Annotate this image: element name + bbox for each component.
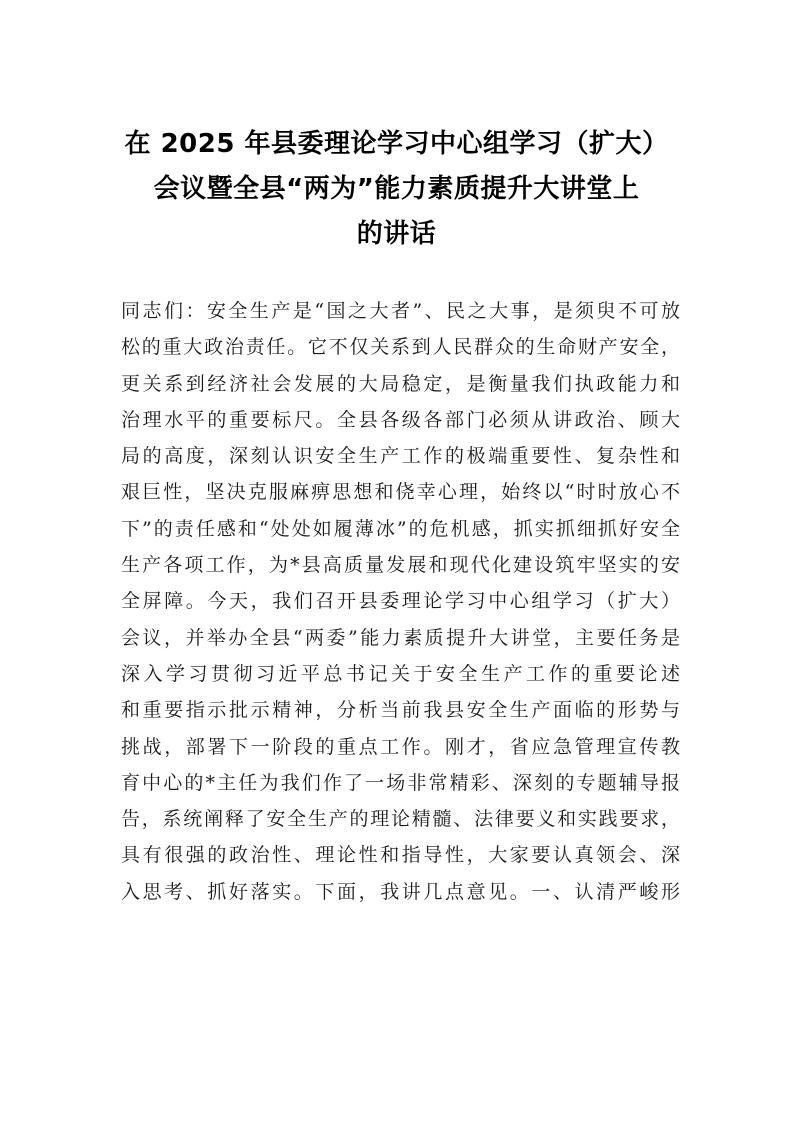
body-line: 治理水平的重要标尺。全县各级各部门必须从讲政治、顾大 — [121, 408, 681, 431]
body-line: 具有很强的政治性、理论性和指导性，大家要认真领会、深 — [121, 844, 681, 867]
body-line: 会议，并举办全县“两委”能力素质提升大讲堂，主要任务是 — [121, 626, 681, 649]
body-line: 和重要指示批示精神，分析当前我县安全生产面临的形势与 — [121, 699, 681, 722]
speech-body — [121, 293, 681, 910]
body-line: 更关系到经济社会发展的大局稳定，是衡量我们执政能力和 — [121, 372, 681, 395]
body-line: 下”的责任感和“处处如履薄冰”的危机感，抓实抓细抓好安全 — [121, 517, 681, 540]
body-line: 局的高度，深刻认识安全生产工作的极端重要性、复杂性和 — [121, 445, 681, 468]
title-line-3: 的讲话 — [356, 219, 437, 249]
body-line: 同志们：安全生产是“国之大者”、民之大事，是须臾不可放 — [121, 300, 681, 322]
document-title — [100, 122, 693, 257]
title-line-1: 在 2025 年县委理论学习中心组学习（扩大） — [124, 129, 669, 159]
body-line: 告，系统阐释了安全生产的理论精髓、法律要义和实践要求， — [121, 808, 681, 831]
body-line: 育中心的*主任为我们作了一场非常精彩、深刻的专题辅导报 — [121, 771, 681, 794]
body-line: 挑战，部署下一阶段的重点工作。刚才，省应急管理宣传教 — [121, 735, 681, 758]
body-line: 生产各项工作，为*县高质量发展和现代化建设筑牢坚实的安 — [121, 554, 681, 577]
body-line: 深入学习贯彻习近平总书记关于安全生产工作的重要论述 — [121, 662, 681, 685]
title-line-2: 会议暨全县“两为”能力素质提升大讲堂上 — [153, 174, 640, 204]
body-line: 全屏障。今天，我们召开县委理论学习中心组学习（扩大） — [121, 590, 681, 613]
body-line: 艰巨性，坚决克服麻痹思想和侥幸心理，始终以“时时放心不 — [121, 481, 681, 504]
body-line: 松的重大政治责任。它不仅关系到人民群众的生命财产安全， — [121, 336, 681, 359]
body-line: 入思考、抓好落实。下面，我讲几点意见。一、认清严峻形 — [121, 880, 681, 903]
